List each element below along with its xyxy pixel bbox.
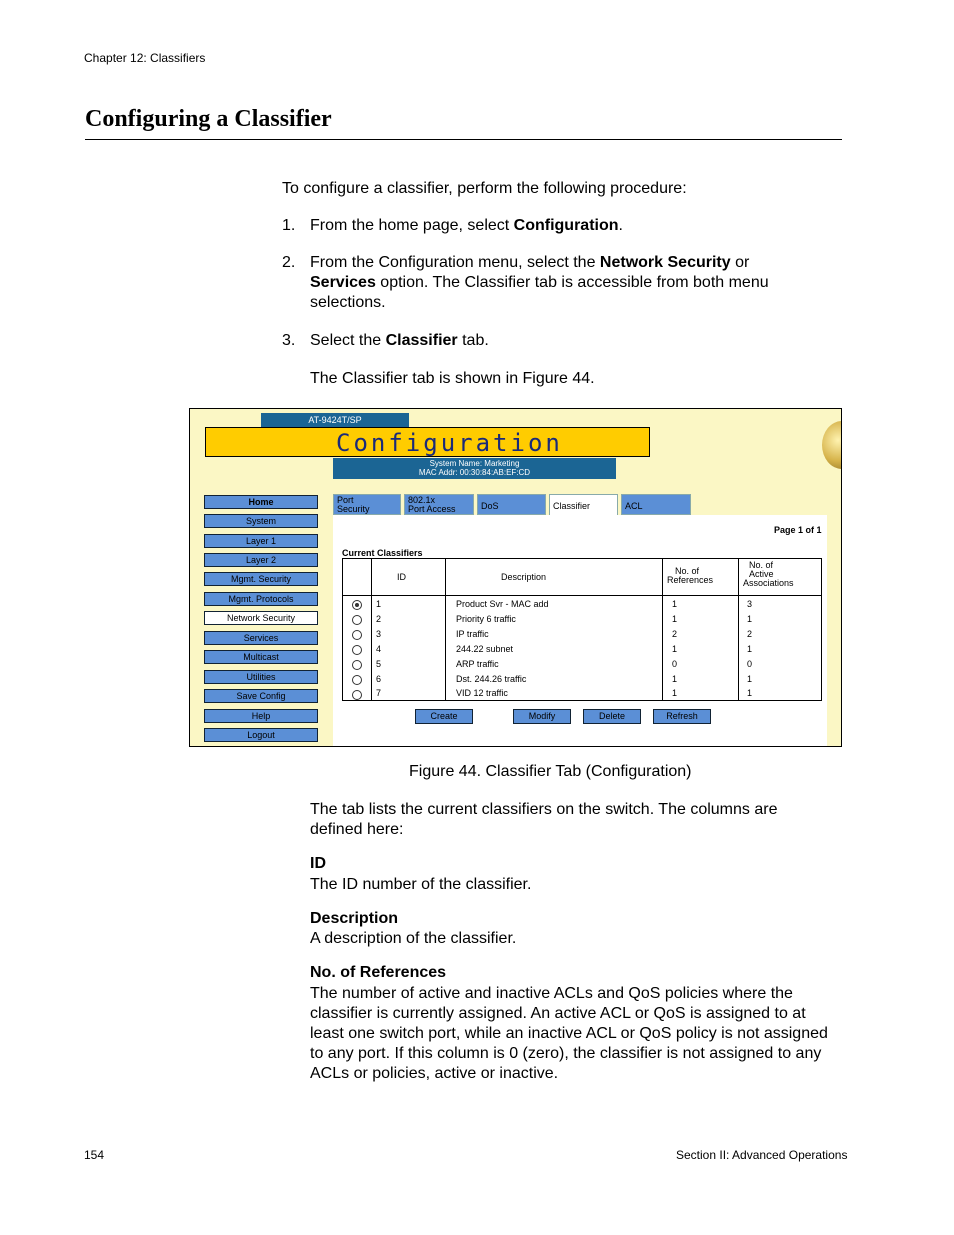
step-bold: Classifier	[385, 332, 458, 349]
definition-term-references: No. of References	[310, 964, 447, 981]
header-divider	[343, 595, 821, 596]
cell-references: 1	[672, 688, 678, 698]
cell-id: 5	[376, 659, 382, 669]
row-select-radio[interactable]	[352, 630, 362, 640]
cell-references: 1	[672, 614, 678, 624]
step-text-part: .	[618, 217, 623, 234]
nav-layer2-button[interactable]: Layer 2	[204, 553, 318, 567]
cell-references: 2	[672, 629, 678, 639]
tab-label: 802.1x	[408, 495, 436, 505]
step-bold: Configuration	[513, 217, 619, 234]
header-line: No. of	[675, 566, 700, 576]
running-header: Chapter 12: Classifiers	[84, 51, 206, 65]
cell-description: IP traffic	[456, 629, 489, 639]
title-rule	[85, 139, 842, 140]
definition-text-references: The number of active and inactive ACLs and QoS policies where the classifier is currently assigned. An active ACL or QoS is assigned to at least one switch port, while an inactive ACL or QoS policy is not assigned to any port. If this column is 0 (zero), the classifier is not assigned to any ACLs or policies, active or inactive.	[310, 985, 828, 1082]
nav-utilities-button[interactable]: Utilities	[204, 670, 318, 684]
nav-save-config-button[interactable]: Save Config	[204, 689, 318, 703]
footer-section: Section II: Advanced Operations	[676, 1148, 848, 1162]
cell-associations: 3	[747, 599, 753, 609]
row-select-radio[interactable]	[352, 615, 362, 625]
cell-references: 1	[672, 599, 678, 609]
row-select-radio[interactable]	[352, 690, 362, 700]
cell-id: 7	[376, 688, 382, 698]
step-text-part: option. The Classifier tab is accessible from both menu selections.	[310, 274, 769, 311]
cell-references: 0	[672, 659, 678, 669]
modify-button[interactable]: Modify	[513, 709, 571, 724]
step-text-part: From the Configuration menu, select the	[310, 254, 600, 271]
step-text-part: Select the	[310, 332, 386, 349]
step-text-part: or	[730, 254, 750, 271]
system-info	[333, 458, 616, 479]
nav-mgmt-protocols-button[interactable]: Mgmt. Protocols	[204, 592, 318, 606]
cell-references: 1	[672, 644, 678, 654]
model-tab: AT-9424T/SP	[261, 413, 409, 427]
cell-description: Dst. 244.26 traffic	[456, 674, 527, 684]
column-divider	[371, 559, 372, 700]
step-3-note: The Classifier tab is shown in Figure 44.	[310, 370, 595, 387]
tab-dos[interactable]: DoS	[477, 494, 546, 515]
row-select-radio[interactable]	[352, 675, 362, 685]
config-banner	[205, 427, 650, 457]
tab-classifier[interactable]: Classifier	[549, 494, 618, 516]
nav-help-button[interactable]: Help	[204, 709, 318, 723]
cell-description: Product Svr - MAC add	[456, 599, 549, 609]
tab-label: Port Access	[408, 504, 456, 514]
header-line: No. of	[749, 560, 774, 570]
cell-id: 2	[376, 614, 382, 624]
definition-text-description: A description of the classifier.	[310, 930, 517, 947]
step-text	[310, 216, 830, 236]
col-header-references	[667, 567, 713, 585]
row-select-radio[interactable]	[352, 645, 362, 655]
cell-id: 3	[376, 629, 382, 639]
step-text-part: From the home page, select	[310, 217, 514, 234]
cell-references: 1	[672, 674, 678, 684]
section-title: Configuring a Classifier	[85, 106, 332, 132]
nav-home-button[interactable]: Home	[204, 495, 318, 509]
cell-description: 244.22 subnet	[456, 644, 514, 654]
cell-id: 6	[376, 674, 382, 684]
tab-8021x[interactable]	[404, 494, 474, 515]
header-line: References	[667, 575, 714, 585]
nav-mgmt-security-button[interactable]: Mgmt. Security	[204, 572, 318, 586]
refresh-button[interactable]: Refresh	[653, 709, 711, 724]
cell-description: Priority 6 traffic	[456, 614, 516, 624]
banner-title: Configuration	[336, 429, 563, 457]
cell-id: 4	[376, 644, 382, 654]
cell-associations: 1	[747, 614, 753, 624]
tab-acl[interactable]: ACL	[621, 494, 691, 515]
page-indicator: Page 1 of 1	[774, 525, 822, 535]
system-name: System Name: Marketing	[429, 459, 520, 468]
column-divider	[738, 559, 739, 700]
row-select-radio[interactable]	[352, 660, 362, 670]
col-header-associations	[743, 561, 794, 588]
delete-button[interactable]: Delete	[583, 709, 641, 724]
globe-logo	[822, 421, 842, 469]
nav-multicast-button[interactable]: Multicast	[204, 650, 318, 664]
step-number: 3.	[282, 332, 296, 349]
header-line: Active	[749, 569, 774, 579]
cell-associations: 2	[747, 629, 753, 639]
intro-text: To configure a classifier, perform the following procedure:	[282, 180, 687, 197]
step-text	[310, 253, 810, 313]
column-divider	[445, 559, 446, 700]
nav-services-button[interactable]: Services	[204, 631, 318, 645]
definition-text-id: The ID number of the classifier.	[310, 876, 532, 893]
row-select-radio[interactable]	[352, 600, 362, 610]
cell-description: ARP traffic	[456, 659, 499, 669]
tab-label: Security	[337, 504, 370, 514]
create-button[interactable]: Create	[415, 709, 473, 724]
cell-associations: 1	[747, 688, 753, 698]
nav-system-button[interactable]: System	[204, 514, 318, 528]
cell-associations: 1	[747, 644, 753, 654]
cell-description: VID 12 traffic	[456, 688, 508, 698]
definition-term-id: ID	[310, 855, 326, 872]
tab-port-security[interactable]	[333, 494, 401, 515]
step-bold: Services	[310, 274, 376, 291]
col-header-description: Description	[501, 572, 547, 582]
classifiers-table	[342, 558, 822, 701]
cell-associations: 1	[747, 674, 753, 684]
nav-network-security-button[interactable]: Network Security	[204, 611, 318, 625]
col-header-id: ID	[397, 572, 406, 582]
columns-intro: The tab lists the current classifiers on the switch. The columns are defined here:	[310, 801, 778, 838]
nav-layer1-button[interactable]: Layer 1	[204, 534, 318, 548]
step-text-part: tab.	[457, 332, 489, 349]
figure-classifier-tab	[189, 408, 842, 747]
tab-label: Port	[337, 495, 354, 505]
cell-associations: 0	[747, 659, 753, 669]
step-number: 1.	[282, 217, 296, 234]
figure-caption: Figure 44. Classifier Tab (Configuration)	[409, 763, 692, 780]
column-divider	[662, 559, 663, 700]
step-number: 2.	[282, 254, 296, 271]
step-bold: Network Security	[599, 254, 731, 271]
page-number: 154	[84, 1148, 105, 1162]
nav-logout-button[interactable]: Logout	[204, 728, 318, 742]
current-classifiers-label: Current Classifiers	[342, 548, 423, 558]
definition-term-description: Description	[310, 910, 399, 927]
step-text	[310, 331, 830, 351]
mac-address: MAC Addr: 00:30:84:AB:EF:CD	[418, 468, 531, 477]
header-line: Associations	[743, 578, 794, 588]
cell-id: 1	[376, 599, 382, 609]
